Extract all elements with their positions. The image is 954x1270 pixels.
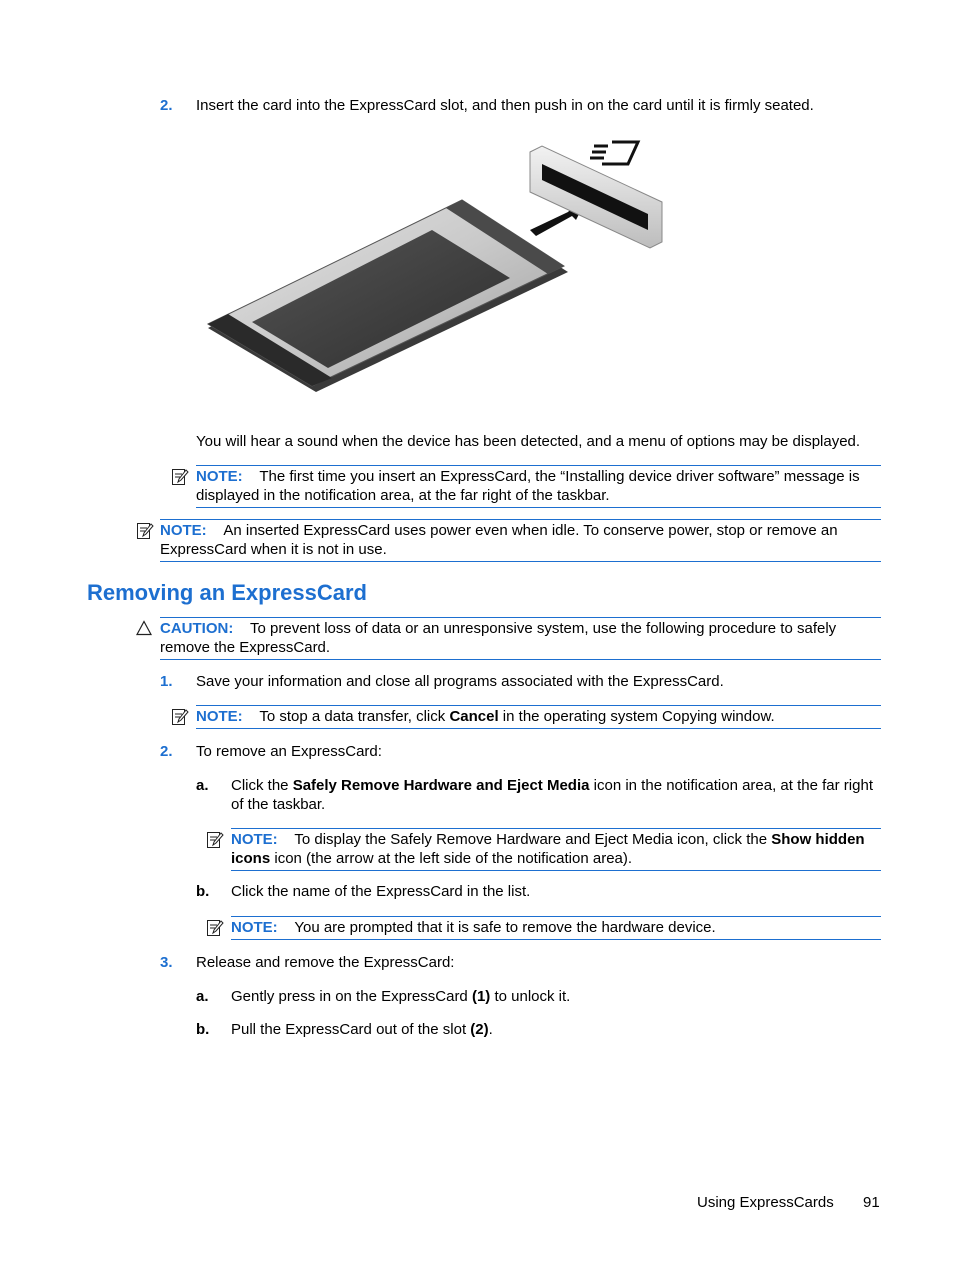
substep-text: Click the name of the ExpressCard in the list. [231,883,531,900]
page-number: 91 [863,1194,880,1211]
note-box [196,465,881,508]
substep-letter: a. [196,777,209,794]
step-number: 2. [160,97,173,114]
caution-box [160,617,881,660]
callout-1: (1) [471,988,491,1005]
note-icon [136,522,154,540]
callout-2: (2) [470,1021,489,1038]
note-icon [171,708,189,726]
section-heading: Removing an ExpressCard [87,580,367,605]
note-text: The first time you insert an ExpressCard, the “Installing device driver software” message is displayed in the notification area, at the far right of the taskbar. [196,468,860,504]
footer-section-title: Using ExpressCards [697,1194,834,1211]
substep-text-part: Gently press in on the ExpressCard [231,988,472,1005]
caution-triangle-icon [136,620,152,636]
step-text: To remove an ExpressCard: [196,743,382,760]
substep-text [231,1020,493,1039]
note-box [196,705,881,729]
caution-label: CAUTION: [160,620,234,637]
step-text: Insert the card into the ExpressCard slot, and then push in on the card until it is firmly seated. [196,97,814,114]
step-number: 3. [160,954,173,971]
note-text: An inserted ExpressCard uses power even when idle. To conserve power, stop or remove an ExpressCard when it is not in use. [160,522,838,558]
substep-text-part: Pull the ExpressCard out of the slot [231,1021,471,1038]
note-text: in the operating system Copying window. [498,708,775,725]
note-text: To display the Safely Remove Hardware and Eject Media icon, click the [294,831,772,848]
substep-letter: b. [196,1021,210,1038]
step-number: 2. [160,743,173,760]
substep-letter: b. [196,883,210,900]
note-text: To stop a data transfer, click [259,708,450,725]
expresscard-slot-image [530,146,662,248]
expresscard-insertion-illustration [200,132,680,402]
expresscard-image [208,200,568,392]
substep-text [231,776,881,814]
step-number: 1. [160,673,173,690]
substep-letter: a. [196,988,209,1005]
note-label: NOTE: [231,919,278,936]
note-text: You are prompted that it is safe to remove the hardware device. [294,919,716,936]
substep-text [231,987,570,1006]
substep-text-part: to unlock it. [490,988,571,1005]
caution-text: To prevent loss of data or an unresponsive system, use the following procedure to safely remove the ExpressCard. [160,620,837,656]
note-box [160,519,881,562]
show-hidden-icons-term: Show hidden icons [231,831,865,867]
substep-text-part: Click the [231,777,293,794]
note-text: icon (the arrow at the left side of the notification area). [270,850,633,867]
note-label: NOTE: [196,708,243,725]
note-box [231,916,881,940]
note-label: NOTE: [196,468,243,485]
expresscard-symbol-icon [590,142,638,164]
step-text: Release and remove the ExpressCard: [196,954,455,971]
cancel-term: Cancel [449,708,499,725]
paragraph: You will hear a sound when the device has been detected, and a menu of options may be displayed. [196,433,861,450]
note-label: NOTE: [231,831,278,848]
substep-text-part: . [488,1021,493,1038]
step-text: Save your information and close all programs associated with the ExpressCard. [196,673,724,690]
note-icon [171,468,189,486]
substep-text-part: icon in the notification area, at the far right of the taskbar. [231,777,873,813]
safely-remove-term: Safely Remove Hardware and Eject Media [292,777,590,794]
note-label: NOTE: [160,522,207,539]
note-icon [206,831,224,849]
note-box [231,828,881,871]
note-icon [206,919,224,937]
